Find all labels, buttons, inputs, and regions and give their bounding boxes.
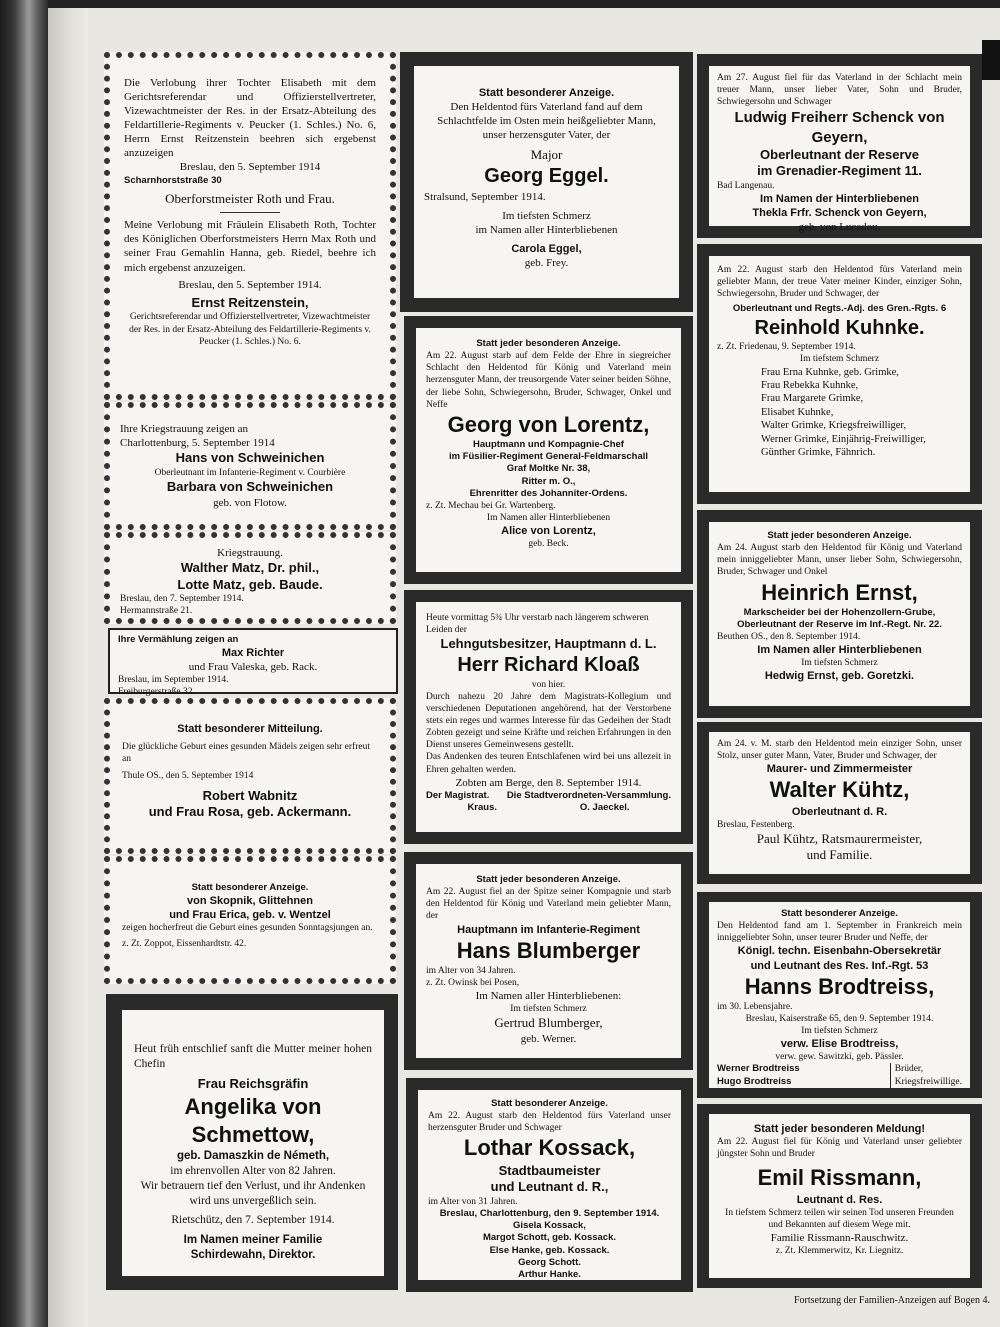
family-line: Im Namen aller Hinterbliebenen [757,644,922,657]
bride-maiden: geb. von Flotow. [213,496,287,509]
regiment-2: Graf Moltke Nr. 38, [506,463,591,475]
heading: Statt besonderer Anzeige. [491,1098,608,1109]
regiment: im Füsilier-Regiment General-Feldmarschall [448,451,649,463]
heading: Statt jeder besonderen Anzeige. [476,338,621,349]
bride-name: und Frau Valeska, geb. Rack. [188,661,318,674]
relative-5: Arthur Hanke. [518,1268,581,1280]
relatives-list [717,366,962,460]
rank: Hauptmann und Kompagnie-Chef [473,439,624,451]
relative-3: Else Hanke, geb. Kossack. [489,1244,610,1256]
announcement-text: Meine Verlobung mit Fräulein Elisabeth Roth, Tochter des Königlichen Oberforstmeisters Herrn Max Roth und seiner Frau Gemahlin Hanna, geb. Riedel, beehre ich mich ergebenst anzuzeigen. [124,219,376,274]
grief-line: Im tiefsten Schmerz [510,1004,587,1015]
announcement-wartime-wedding-matz [104,532,396,624]
widow-name: Gertrud Blumberger, [494,1015,603,1031]
heading: Statt jeder besonderen Anzeige. [767,530,912,541]
relative-7: Günther Grimke, Fähnrich. [761,447,876,459]
place: z. Zt. Owinsk bei Posen, [426,978,520,989]
announcement-engagement-roth [104,52,396,400]
parent-name: von Skopnik, Glittehnen [187,895,313,908]
rank: und Leutnant des Res. Inf.-Rgt. 53 [750,959,929,972]
honour: Ritter m. O., [521,475,576,487]
profession: Königl. techn. Eisenbahn-Obersekretär [737,945,942,958]
place-date: z. Zt. Friedenau, 9. September 1914. [717,342,856,353]
deceased-name: Walter Kühtz, [769,777,910,803]
signer-2: O. Jaeckel. [579,802,630,814]
book-spine [0,0,48,1327]
announcement-text: Am 22. August fiel an der Spitze seiner Kompagnie und starb den Heldentod für König und Vaterland mein geliebter Mann, der [426,887,671,922]
widow-name: Alice von Lorentz, [501,525,596,538]
deceased-name: Lothar Kossack, [463,1135,636,1161]
relative-4: Elisabet Kuhnke, [761,406,834,418]
street: Scharnhorststraße 30 [124,174,222,186]
family-line: Im Namen aller Hinterbliebenen [486,513,611,524]
maiden-name: geb. von Lucadou. [798,221,881,234]
rank: Hauptmann im Infanterie-Regiment [457,923,640,936]
signer-title: Gerichtsreferendar und Offizierstellvertreter, Vizewachtmeister der Res. in der Ersatz-Abteilung des Feldartillerie-Regiments v. Peucker (1. Schles.) No. 6. [129,312,371,347]
tribute-2: Das Andenken des teuren Entschlafenen wird bei uns allezeit in Ehren gehalten werden. [426,752,671,775]
signer: Schirdewahn, Direktor. [190,1248,316,1261]
announcement-text: Am 27. August fiel für das Vaterland in der Schlacht mein treuer Mann, unser lieber Vater, Sohn und Bruder, Schwiegersohn und Schwager [717,73,962,108]
widow-name: Carola Eggel, [511,242,582,255]
heading: Statt besonderer Mitteilung. [177,723,323,735]
obituary-eggel [414,66,679,298]
relative-6: Werner Grimke, Einjährig-Freiwilliger, [761,433,926,445]
place-date: Breslau, im September 1914. [118,675,229,686]
signer: Paul Kühtz, Ratsmaurermeister, [756,830,923,846]
heading: Kriegstrauung. [217,547,283,559]
announcement-text: Am 22. August starb den Heldentod fürs Vaterland unser herzensguter Bruder und Schwager [428,1111,671,1134]
grief-line: Im tiefsten Schmerz [801,1026,878,1037]
announcement-birth-wabnitz [104,698,396,854]
maiden-name: geb. Frey. [524,256,569,269]
honour-2: Ehrenritter des Johanniter-Ordens. [469,487,628,499]
grief-line: Im tiefstem Schmerz [799,354,880,365]
place: Breslau, Festenberg. [717,819,795,830]
place-date: Zobten am Berge, den 8. September 1914. [455,776,642,789]
top-rule [48,0,1000,8]
tribute: Durch nahezu 20 Jahre dem Magistrats-Kollegium und verschiedenen Deputationen angehörend, hat der Verstorbene stets ein reges und warmes Interesse für das Gedeihen der Stadt Zobten gezeigt und seine Kräfte und reichen Erfahrungen in den Dienst unseres Gemeinwesens gestellt. [426,691,671,751]
announcement-birth-skopnik [104,856,396,984]
place-date: Breslau, den 5. September 1914. [178,278,322,291]
groom-name: Walther Matz, Dr. phil., [180,560,320,576]
maiden-name: geb. Beck. [528,539,569,550]
brother-2: Hugo Brodtreiss [717,1075,792,1087]
obituary-kossack [418,1090,681,1280]
deceased-name: Hanns Brodtreiss, [744,973,935,999]
obituary-blumberger [416,864,681,1058]
rank: und Leutnant d. R., [490,1179,609,1195]
heading: Statt jeder besonderen Anzeige. [476,874,621,885]
intro: Ihre Vermählung zeigen an [118,634,239,645]
heading: Statt besonderer Anzeige. [478,87,615,99]
parent-name: Robert Wabnitz [202,787,298,803]
groom-name: Hans von Schweinichen [175,450,325,466]
parent-name-2: und Frau Rosa, geb. Ackermann. [148,804,352,820]
announcement-text: Heut früh entschlief sanft die Mutter meiner hohen Chefin [134,1043,372,1070]
heading: Statt besonderer Anzeige. [191,882,309,893]
obituary-kuhnke [709,256,970,492]
announcement-text: Am 22. August starb den Heldentod fürs Vaterland mein geliebter Mann, der treue Vater meiner Kinder, einziger Sohn, Schwiegersohn, Bruder und Schwager, der [717,265,962,300]
heading: Statt jeder besonderen Meldung! [753,1123,926,1135]
relative-4: Georg Schott. [518,1256,581,1268]
mother-name: verw. Elise Brodtreiss, [780,1038,899,1051]
regiment: im Grenadier-Regiment 11. [757,163,922,179]
announcement-text: Den Heldentod fürs Vaterland fand auf dem Schlachtfelde im Osten mein heißgeliebter Mann, unser herzensguter Vater, der [437,101,656,142]
signer-1: Kraus. [467,802,498,814]
deceased-name: Ludwig Freiherr Schenck von Geyern, [734,109,945,146]
rank: Major [530,147,563,163]
profession: Maurer- und Zimmermeister [766,763,913,776]
obituary-brodtreiss [709,902,970,1088]
street: Freiburgerstraße 32. [118,687,195,698]
relative-3: Frau Margarete Grimke, [761,393,864,405]
announcement-text: Die glückliche Geburt eines gesunden Mädels zeigen sehr erfreut an [122,742,370,765]
rank: Oberleutnant d. R. [791,805,888,818]
obituary-ernst [709,522,970,706]
family-line: Im Namen aller Hinterbliebenen: [475,990,622,1003]
brothers-label: Brüder, [894,1064,924,1075]
place: von hier. [531,679,566,690]
obituary-lorentz [416,328,681,572]
obituary-schmettow [122,1010,384,1276]
place-date: Breslau, den 7. September 1914. [120,594,244,605]
brothers-block [717,1063,962,1087]
announcement-wedding-richter [108,628,398,698]
place-date: Breslau, Charlottenburg, den 9. September 1914. [439,1208,660,1220]
groom-name: Max Richter [221,647,285,660]
place-date: Breslau, den 5. September 1914 [179,161,321,174]
age: im Alter von 34 Jahren. [426,965,516,976]
widow-name: Thekla Frfr. Schenck von Geyern, [752,207,927,220]
relative-2: Frau Rebekka Kuhnke, [761,379,859,391]
signer-council: Die Stadtverordneten-Versammlung. [506,789,671,801]
signer-name: Ernst Reitzenstein, [191,294,309,310]
signature: Oberforstmeister Roth und Frau. [165,190,335,206]
signers [426,790,671,802]
page-edge-mark [982,40,1000,80]
deceased-name: Heinrich Ernst, [761,579,918,605]
tribute: Wir betrauern tief den Verlust, und ihr Andenken wird uns unvergeßlich sein. [140,1179,366,1207]
rank: Oberleutnant der Reserve im Inf.-Regt. Nr. 22. [737,618,942,630]
widow-name: Hedwig Ernst, geb. Goretzki. [764,670,915,683]
announcement-text-2: In tiefstem Schmerz teilen wir seinen Tod unseren Freunden und Bekannten auf diesem Wege mit. [725,1207,954,1230]
divider [220,212,280,213]
title: Lehngutsbesitzer, Hauptmann d. L. [440,636,657,652]
deceased-name: Emil Rissmann, [757,1165,922,1191]
family-line: Im Namen meiner Familie [183,1233,323,1246]
maiden-name: geb. Werner. [520,1033,577,1046]
family-line: Familie Rissmann-Rauschwitz. [770,1231,909,1244]
place-date: Thule OS., den 5. September 1914 [122,771,254,782]
grief-line: Im tiefsten Schmerz [801,658,878,669]
place: Bad Langenau. [717,181,775,192]
deceased-name: Georg von Lorentz, [447,411,650,437]
announcement-text: Am 24. v. M. starb den Heldentod mein einziger Sohn, unser Stolz, unser guter Mann, Vater, Bruder und Schwager, der [717,739,962,762]
deceased-name: Georg Eggel. [484,164,609,187]
signer-names [426,802,671,814]
announcement-text: Am 24. August starb den Heldentod für König und Vaterland mein inniggeliebter Mann, unser lieber Sohn, Schwiegersohn, Bruder, Schwager und Onkel [717,543,962,578]
continuation-note: Fortsetzung der Familien-Anzeigen auf Bogen 4. [793,1295,990,1306]
profession: Markscheider bei der Hohenzollern-Grube, [743,606,936,618]
intro: Ihre Kriegstrauung zeigen an [120,423,248,435]
announcement-text: Am 22. August starb auf dem Felde der Ehre in siegreicher Schlacht den Heldentod für König und Vaterland mein herzensguter Mann, der treusorgende Vater seiner beiden Söhne, der liebe Sohn, Schwiegersohn, Bruder, Schwager, Onkel und Neffe [426,351,671,410]
mother-maiden: verw. gew. Sawitzki, geb. Pässler. [775,1052,904,1063]
announcement-text: zeigen hocherfreut die Geburt eines gesunden Sonntagsjungen an. [122,923,373,934]
maiden-name: geb. Damaszkin de Németh, [176,1150,330,1163]
place-date: Charlottenburg, 5. September 1914 [120,437,275,450]
parent-name-2: und Frau Erica, geb. v. Wentzel [169,909,331,922]
place-date: Beuthen OS., den 8. September 1914. [717,632,861,643]
age: im ehrenvollen Alter von 82 Jahren. [170,1165,336,1178]
relative-1: Gisela Kossack, [513,1220,586,1232]
place-date: Breslau, Kaiserstraße 65, den 9. September 1914. [745,1013,934,1024]
obituary-rissmann [709,1114,970,1278]
obituary-schenck [709,66,970,234]
age: im 30. Lebensjahre. [717,1001,793,1012]
volunteer-label: Kriegsfreiwillige. [894,1076,962,1087]
rank: Leutnant d. Res. [796,1193,883,1206]
obituary-kloass [416,602,681,832]
relative-2: Margot Schott, geb. Kossack. [482,1232,617,1244]
page-gutter [48,0,88,1327]
announcement-text: Heute vormittag 5¾ Uhr verstarb nach längerem schweren Leiden der [426,613,649,636]
deceased-name: Herr Richard Kloaß [457,653,640,676]
brothers-names [717,1063,800,1087]
brother-1: Werner Brodtreiss [717,1063,800,1075]
street: Hermannstraße 21. [120,606,193,617]
age: im Alter von 31 Jahren. [428,1196,518,1207]
profession: Stadtbaumeister [498,1162,601,1178]
place: z. Zt. Mechau bei Gr. Wartenberg. [426,500,556,511]
groom-rank: Oberleutnant im Infanterie-Regiment v. Courbière [154,467,346,478]
family-line: und Familie. [806,847,873,863]
deceased-name: Angelika von Schmettow, [184,1094,322,1148]
obituary-kuehtz [709,732,970,874]
address: z. Zt. Zoppot, Eissenhardtstr. 42. [122,939,247,950]
bride-name: Lotte Matz, geb. Baude. [177,576,323,592]
relative-1: Frau Erna Kuhnke, geb. Grimke, [761,366,899,378]
brothers-note [890,1063,962,1087]
deceased-name: Reinhold Kuhnke. [754,316,925,339]
place-date: Rietschütz, den 7. September 1914. [171,1214,335,1227]
announcement-wartime-wedding-schweinichen [104,402,396,530]
heading: Statt besonderer Anzeige. [781,908,898,919]
place-date: Stralsund, September 1914. [424,190,546,203]
signer-magistrat: Der Magistrat. [426,789,490,801]
announcement-text: Die Verlobung ihrer Tochter Elisabeth mit dem Gerichtsreferendar und Offizierstellvertreter, Vizewachtmeister der Res. in der Ersatz-Abteilung des Feldartillerie-Regiments v. Peucker (1. Schles.) No. 6, Herrn Ernst Reitzenstein beehren sich ergebenst anzuzeigen [124,77,376,160]
rank: Oberleutnant der Reserve [760,146,919,162]
family-line: im Namen aller Hinterbliebenen [475,223,618,236]
announcement-text: Am 22. August fiel für König und Vaterland unser geliebter jüngster Sohn und Bruder [717,1137,962,1160]
deceased-name: Hans Blumberger [456,937,641,963]
title: Frau Reichsgräfin [197,1076,309,1092]
grief-line: Im tiefsten Schmerz [502,209,591,222]
rank: Oberleutnant und Regts.-Adj. des Gren.-Rgts. 6 [732,303,947,315]
announcement-text: Den Heldentod fand am 1. September in Frankreich mein inniggeliebter Sohn, unser teurer Bruder und Neffe, der [717,921,962,944]
relative-5: Walter Grimke, Kriegsfreiwilliger, [761,420,907,432]
family-line: Im Namen der Hinterbliebenen [760,193,919,206]
place: z. Zt. Klemmerwitz, Kr. Liegnitz. [775,1246,904,1257]
bride-name: Barbara von Schweinichen [166,478,334,494]
